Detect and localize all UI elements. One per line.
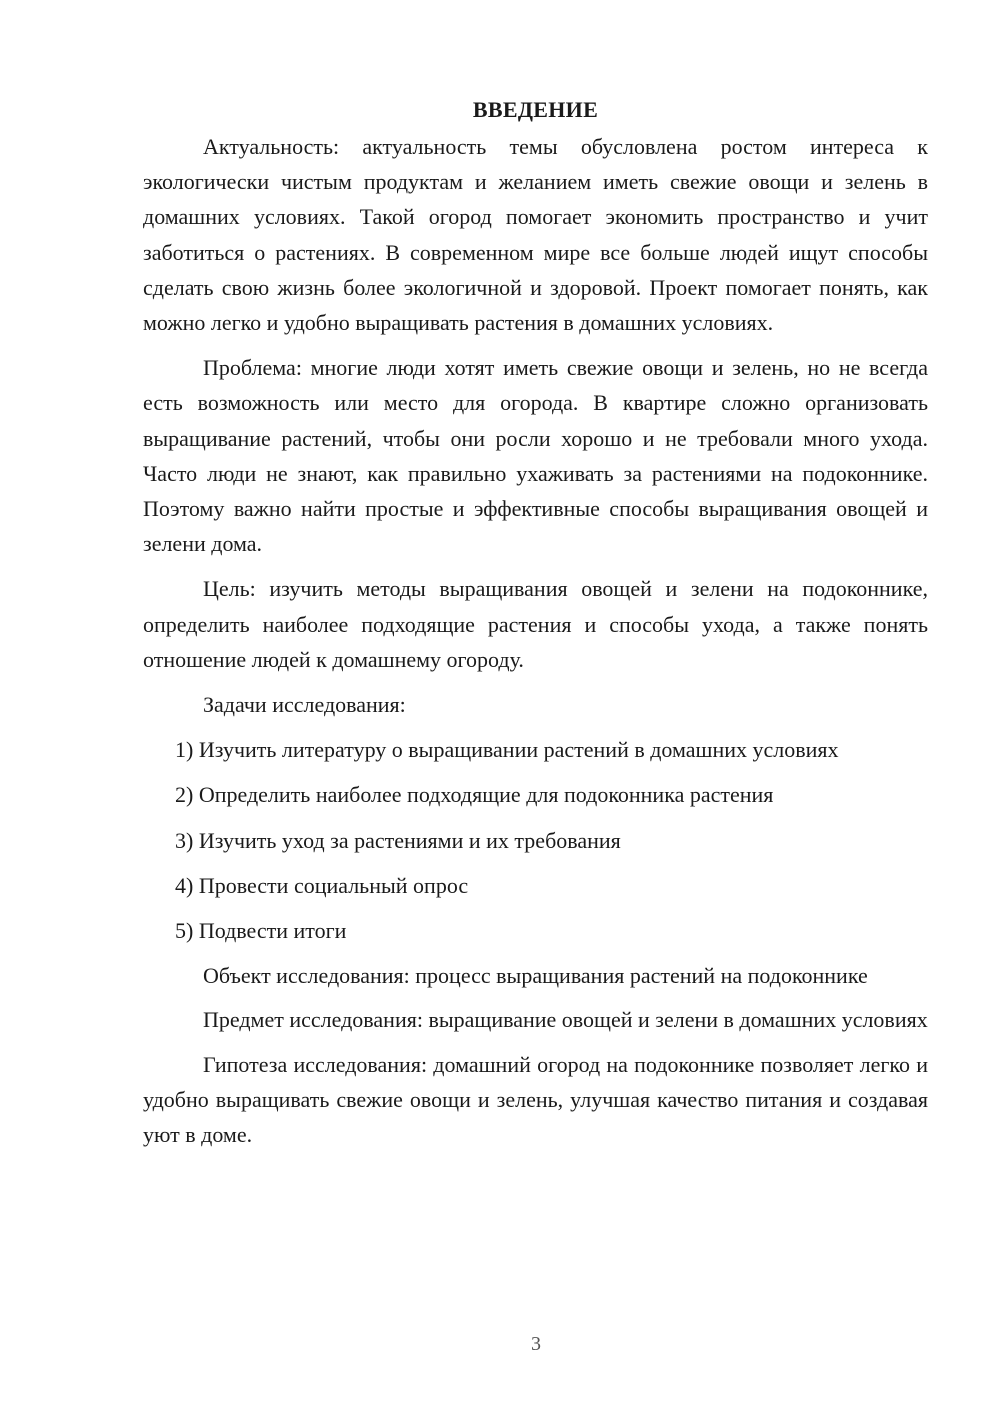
tasks-heading: Задачи исследования: <box>203 692 406 718</box>
task-item: 2) Определить наиболее подходящие для подоконника растения <box>175 782 774 808</box>
document-page <box>143 94 928 1162</box>
task-item: 1) Изучить литературу о выращивании растений в домашних условиях <box>175 737 839 763</box>
hypothesis-paragraph: Гипотеза исследования: домашний огород на подоконнике позволяет легко и удобно выращивать свежие овощи и зелень, улучшая качество питания и создавая уют в доме. <box>143 1051 928 1148</box>
problem-paragraph: Проблема: многие люди хотят иметь свежие овощи и зелень, но не всегда есть возможность или место для огорода. В квартире сложно организовать выращивание растений, чтобы они росли хорошо и не требовали много ухода. Часто люди не знают, как правильно ухаживать за растениями на подоконнике. Поэтому важно найти простые и эффективные способы выращивания овощей и зелени дома. <box>143 355 928 557</box>
relevance-paragraph: Актуальность: актуальность темы обусловлена ростом интереса к экологически чистым продуктам и желанием иметь свежие овощи и зелень в домашних условиях. Такой огород помогает экономить пространство и учит заботиться о растениях. В современном мире все больше людей ищут способы сделать свою жизнь более экологичной и здоровой. Проект помогает понять, как можно легко и удобно выращивать растения в домашних условиях. <box>143 134 928 336</box>
task-item: 5) Подвести итоги <box>175 918 347 944</box>
subject-paragraph: Предмет исследования: выращивание овощей и зелени в домашних условиях <box>203 1007 928 1033</box>
page-title: ВВЕДЕНИЕ <box>472 97 599 122</box>
task-item: 3) Изучить уход за растениями и их требования <box>175 827 621 853</box>
goal-paragraph: Цель: изучить методы выращивания овощей и зелени на подоконнике, определить наиболее подходящие растения и способы ухода, а также понять отношение людей к домашнему огороду. <box>143 576 928 672</box>
page-number: 3 <box>531 1333 541 1355</box>
object-paragraph: Объект исследования: процесс выращивания растений на подоконнике <box>203 963 868 989</box>
task-list <box>143 732 928 948</box>
task-item: 4) Провести социальный опрос <box>175 872 469 898</box>
